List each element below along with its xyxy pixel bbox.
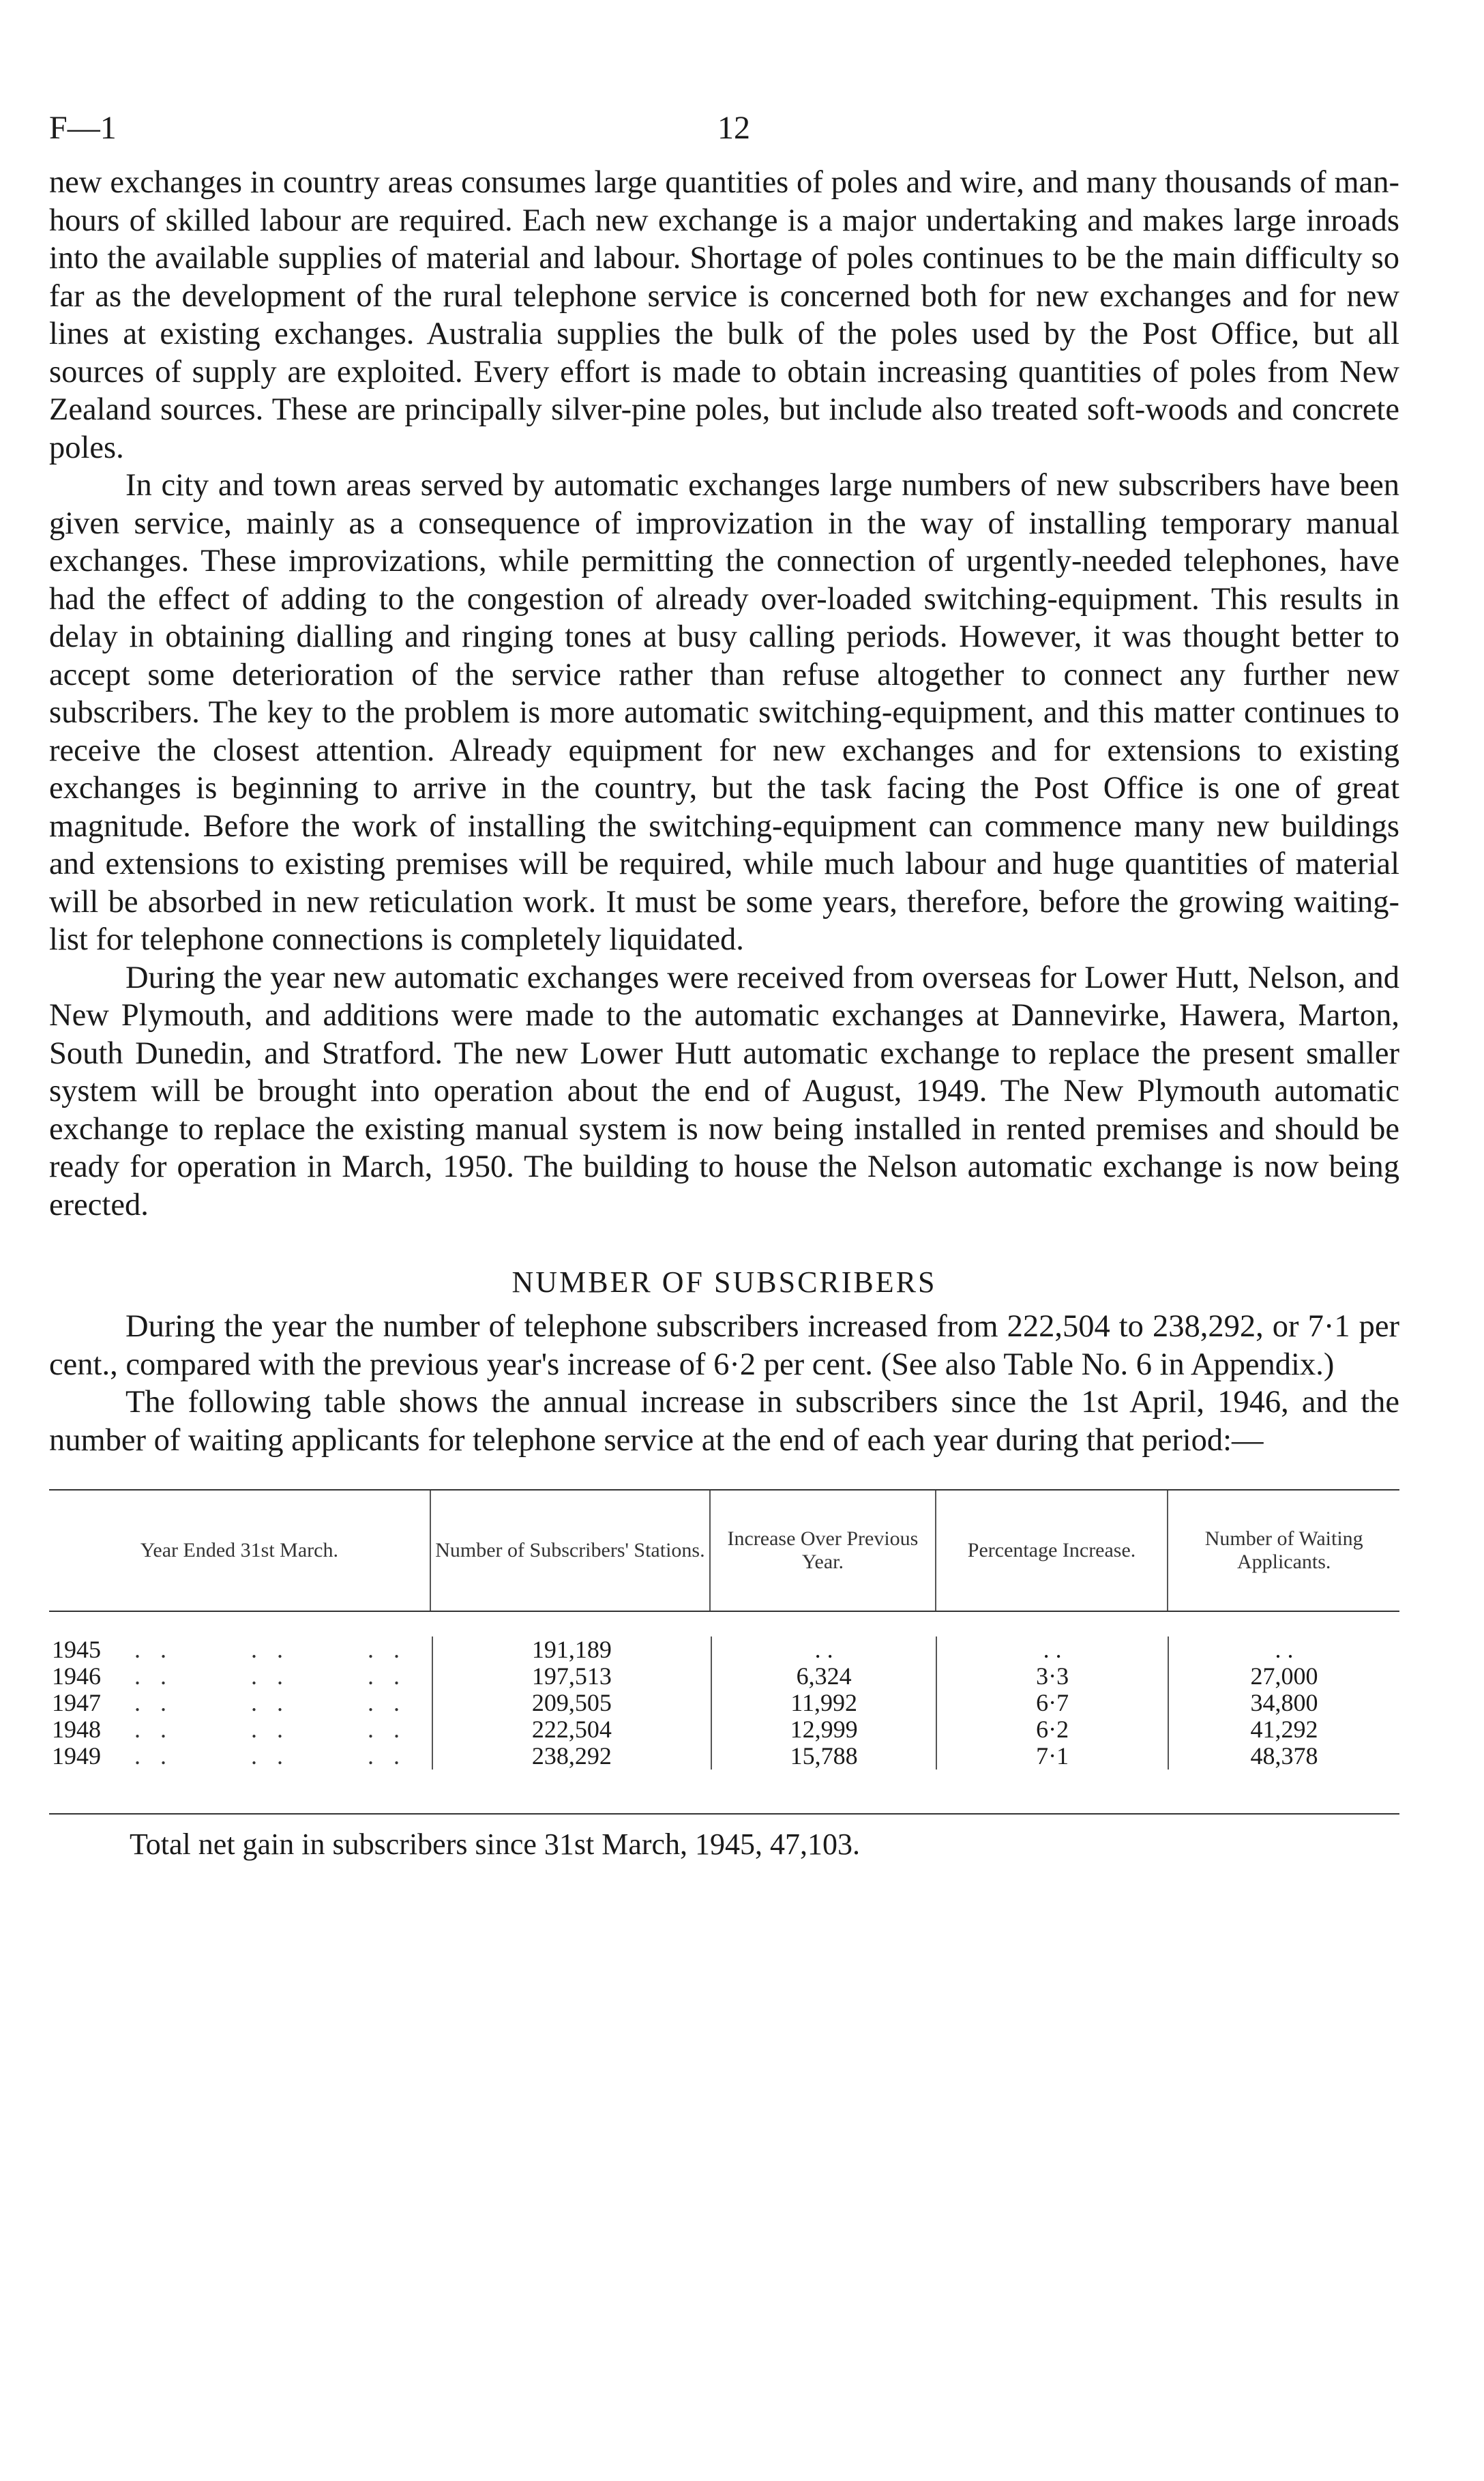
increase-cell: 15,788 <box>790 1742 858 1770</box>
paragraph-city-town-areas: In city and town areas served by automatic exchanges large numbers of new subscribers have been given service, mainly as a consequence of improvization in the way of installing temporary manual exchanges. These improvizations, while permitting the connection of urgently-needed telephones, have had the effect of adding to the congestion of already over-loaded switching-equipment. This results in delay in obtaining dialling and ringing tones at busy calling periods. However, it was thought better to accept some deterioration of the service rather than refuse altogether to connect any further new subscribers. The key to the problem is more automatic switching-equipment, and this matter continues to receive the closest attention. Already equipment for new exchanges and for extensions to existing exchanges is beginning to arrive in the country, but the task facing the Post Office is one of great magnitude. Before the work of installing the switching-equipment can commence many new buildings and extensions to existing premises will be required, while much labour and huge quantities of material will be absorbed in new reticulation work. It must be some years, therefore, before the growing waiting-list for telephone connections is completely liquidated. <box>49 468 1399 957</box>
stations-cell: 191,189 <box>531 1636 612 1663</box>
document-page <box>49 109 1399 1862</box>
page-number: 12 <box>717 110 750 146</box>
waiting-cell: 27,000 <box>1250 1662 1318 1690</box>
table-body <box>49 1612 1399 1813</box>
column-percentage <box>937 1636 1169 1770</box>
year-cell: 1949 <box>52 1742 101 1770</box>
column-stations <box>433 1636 713 1770</box>
document-reference: F—1 <box>49 110 117 146</box>
paragraph-table-intro: The following table shows the annual increase in subscribers since the 1st April, 1946, and the number of waiting applicants for telephone service at the end of each year during that period:— <box>49 1385 1399 1458</box>
header-stations: Number of Subscribers' Stations. <box>431 1491 711 1611</box>
total-net-gain: Total net gain in subscribers since 31st March, 1945, 47,103. <box>130 1827 861 1861</box>
header-increase: Increase Over Previous Year. <box>711 1491 936 1611</box>
stations-cell: 197,513 <box>531 1662 612 1690</box>
table-row <box>52 1663 406 1690</box>
percentage-cell: 3·3 <box>1036 1662 1069 1690</box>
year-cell: 1947 <box>52 1689 101 1716</box>
percentage-cell: . . <box>1043 1636 1062 1663</box>
waiting-cell: 34,800 <box>1250 1689 1318 1716</box>
increase-cell: . . <box>814 1636 833 1663</box>
paragraph-new-automatic-exchanges: During the year new automatic exchanges were received from overseas for Lower Hutt, Nelson, and New Plymouth, and additions were made to the automatic exchanges at Dannevirke, Hawera, Marton, South Dunedin, and Stratford. The new Lower Hutt automatic exchange to replace the present smaller system will be brought into operation about the end of August, 1949. The New Plymouth automatic exchange to replace the existing manual system is now being installed in rented premises and should be ready for operation in March, 1950. The building to house the Nelson automatic exchange is now being erected. <box>49 960 1399 1222</box>
year-cell: 1945 <box>52 1636 101 1663</box>
leader-dots: . . . . . . <box>134 1742 406 1770</box>
leader-dots: . . . . . . <box>134 1689 406 1716</box>
waiting-cell: . . <box>1275 1636 1294 1663</box>
column-waiting <box>1169 1636 1399 1770</box>
leader-dots: . . . . . . <box>134 1662 406 1690</box>
percentage-cell: 7·1 <box>1036 1742 1069 1770</box>
section-heading-subscribers: NUMBER OF SUBSCRIBERS <box>511 1265 937 1299</box>
year-cell: 1948 <box>52 1716 101 1743</box>
waiting-cell: 41,292 <box>1250 1716 1318 1743</box>
table-row <box>52 1636 406 1663</box>
year-cell: 1946 <box>52 1662 101 1690</box>
increase-cell: 6,324 <box>796 1662 852 1690</box>
percentage-cell: 6·2 <box>1036 1716 1069 1743</box>
stations-cell: 209,505 <box>531 1689 612 1716</box>
leader-dots: . . . . . . <box>134 1636 406 1663</box>
table-row <box>52 1716 406 1743</box>
page-header <box>49 109 1399 164</box>
increase-cell: 11,992 <box>790 1689 857 1716</box>
stations-cell: 238,292 <box>531 1742 612 1770</box>
leader-dots: . . . . . . <box>134 1716 406 1743</box>
paragraph-rural-poles: new exchanges in country areas consumes large quantities of poles and wire, and many thousands of man-hours of skilled labour are required. Each new exchange is a major undertaking and makes large inroads into the available supplies of material and labour. Shortage of poles continues to be the main difficulty so far as the development of the rural telephone service is concerned both for new exchanges and for new lines at existing exchanges. Australia supplies the bulk of the poles used by the Post Office, but all sources of supply are exploited. Every effort is made to obtain increasing quantities of poles from New Zealand sources. These are principally silver-pine poles, but include also treated soft-woods and concrete poles. <box>49 165 1399 465</box>
waiting-cell: 48,378 <box>1250 1742 1318 1770</box>
column-increase <box>712 1636 937 1770</box>
header-percentage: Percentage Increase. <box>936 1491 1169 1611</box>
percentage-cell: 6·7 <box>1036 1689 1069 1716</box>
paragraph-subscriber-increase: During the year the number of telephone subscribers increased from 222,504 to 238,292, or 7·1 per cent., compared with the previous year's increase of 6·2 per cent. (See also Table No. 6 in Appendix.) <box>49 1309 1399 1382</box>
table-header-row <box>49 1491 1399 1612</box>
header-waiting: Number of Waiting Applicants. <box>1204 1527 1363 1573</box>
header-year: Year Ended 31st March. <box>49 1491 431 1611</box>
increase-cell: 12,999 <box>790 1716 858 1743</box>
column-year <box>49 1636 433 1770</box>
stations-cell: 222,504 <box>531 1716 612 1743</box>
table-row <box>52 1743 406 1770</box>
subscribers-table <box>49 1489 1399 1815</box>
table-row <box>52 1690 406 1716</box>
